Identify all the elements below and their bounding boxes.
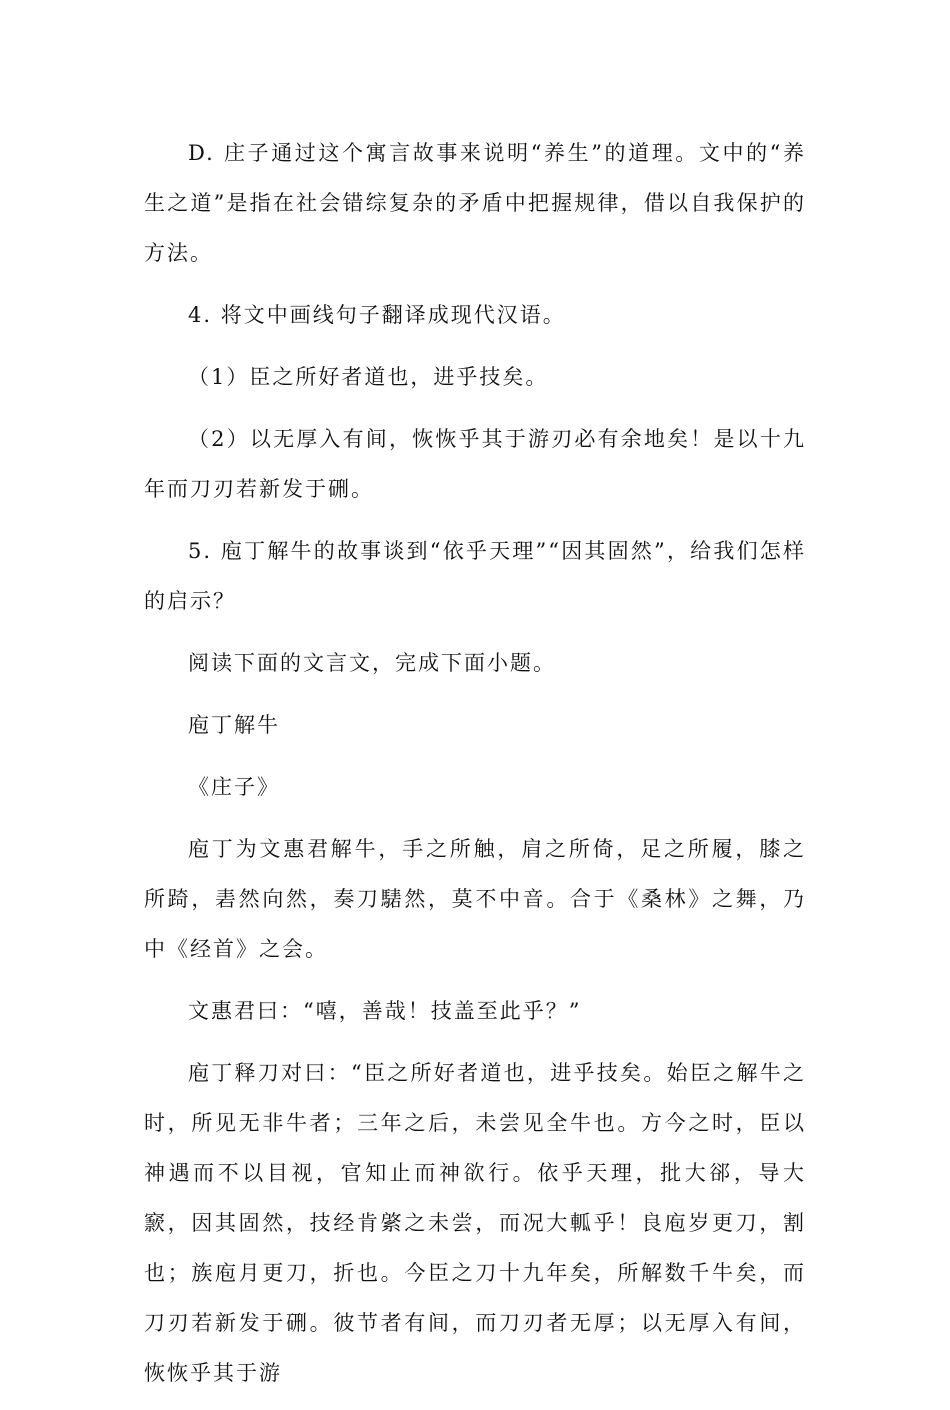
reading-instruction: 阅读下面的文言文，完成下面小题。 bbox=[188, 651, 556, 675]
question-5: 5. 庖丁解牛的故事谈到“依乎天理”“因其固然”，给我们怎样的启示？ bbox=[144, 539, 806, 613]
passage-paragraph-3: 庖丁释刀对曰：“臣之所好者道也，进乎技矣。始臣之解牛之时，所见无非牛者；三年之后，未尝见全牛也。方今之时，臣以神遇而不以目视，官知止而神欲行。依乎天理，批大郤，导大窾，因其固然，技经肯綮之未尝，而况大軱乎！良庖岁更刀，割也；族庖月更刀，折也。今臣之刀十九年矣，所解数千牛矣，而刀刃若新发于硎。彼节者有间，而刀刃者无厚；以无厚入有间，恢恢乎其于游 bbox=[144, 1061, 806, 1385]
document-page bbox=[144, 128, 806, 1410]
question-4: 4. 将文中画线句子翻译成现代汉语。 bbox=[188, 303, 566, 327]
passage-paragraph-1: 庖丁为文惠君解牛，手之所触，肩之所倚，足之所履，膝之所踦，砉然向然，奏刀騞然，莫不中音。合于《桑林》之舞，乃中《经首》之会。 bbox=[144, 837, 806, 961]
passage-title: 庖丁解牛 bbox=[188, 713, 280, 737]
passage-paragraph-2: 文惠君曰：“嘻，善哉！技盖至此乎？” bbox=[188, 999, 582, 1023]
passage-source: 《庄子》 bbox=[188, 775, 280, 799]
question-4-item-1: （1）臣之所好者道也，进乎技矣。 bbox=[188, 365, 549, 389]
question-4-item-2: （2）以无厚入有间，恢恢乎其于游刃必有余地矣！是以十九年而刀刃若新发于硎。 bbox=[144, 427, 806, 501]
option-d-paragraph: D. 庄子通过这个寓言故事来说明“养生”的道理。文中的“养生之道”是指在社会错综复杂的矛盾中把握规律，借以自我保护的方法。 bbox=[144, 141, 806, 265]
